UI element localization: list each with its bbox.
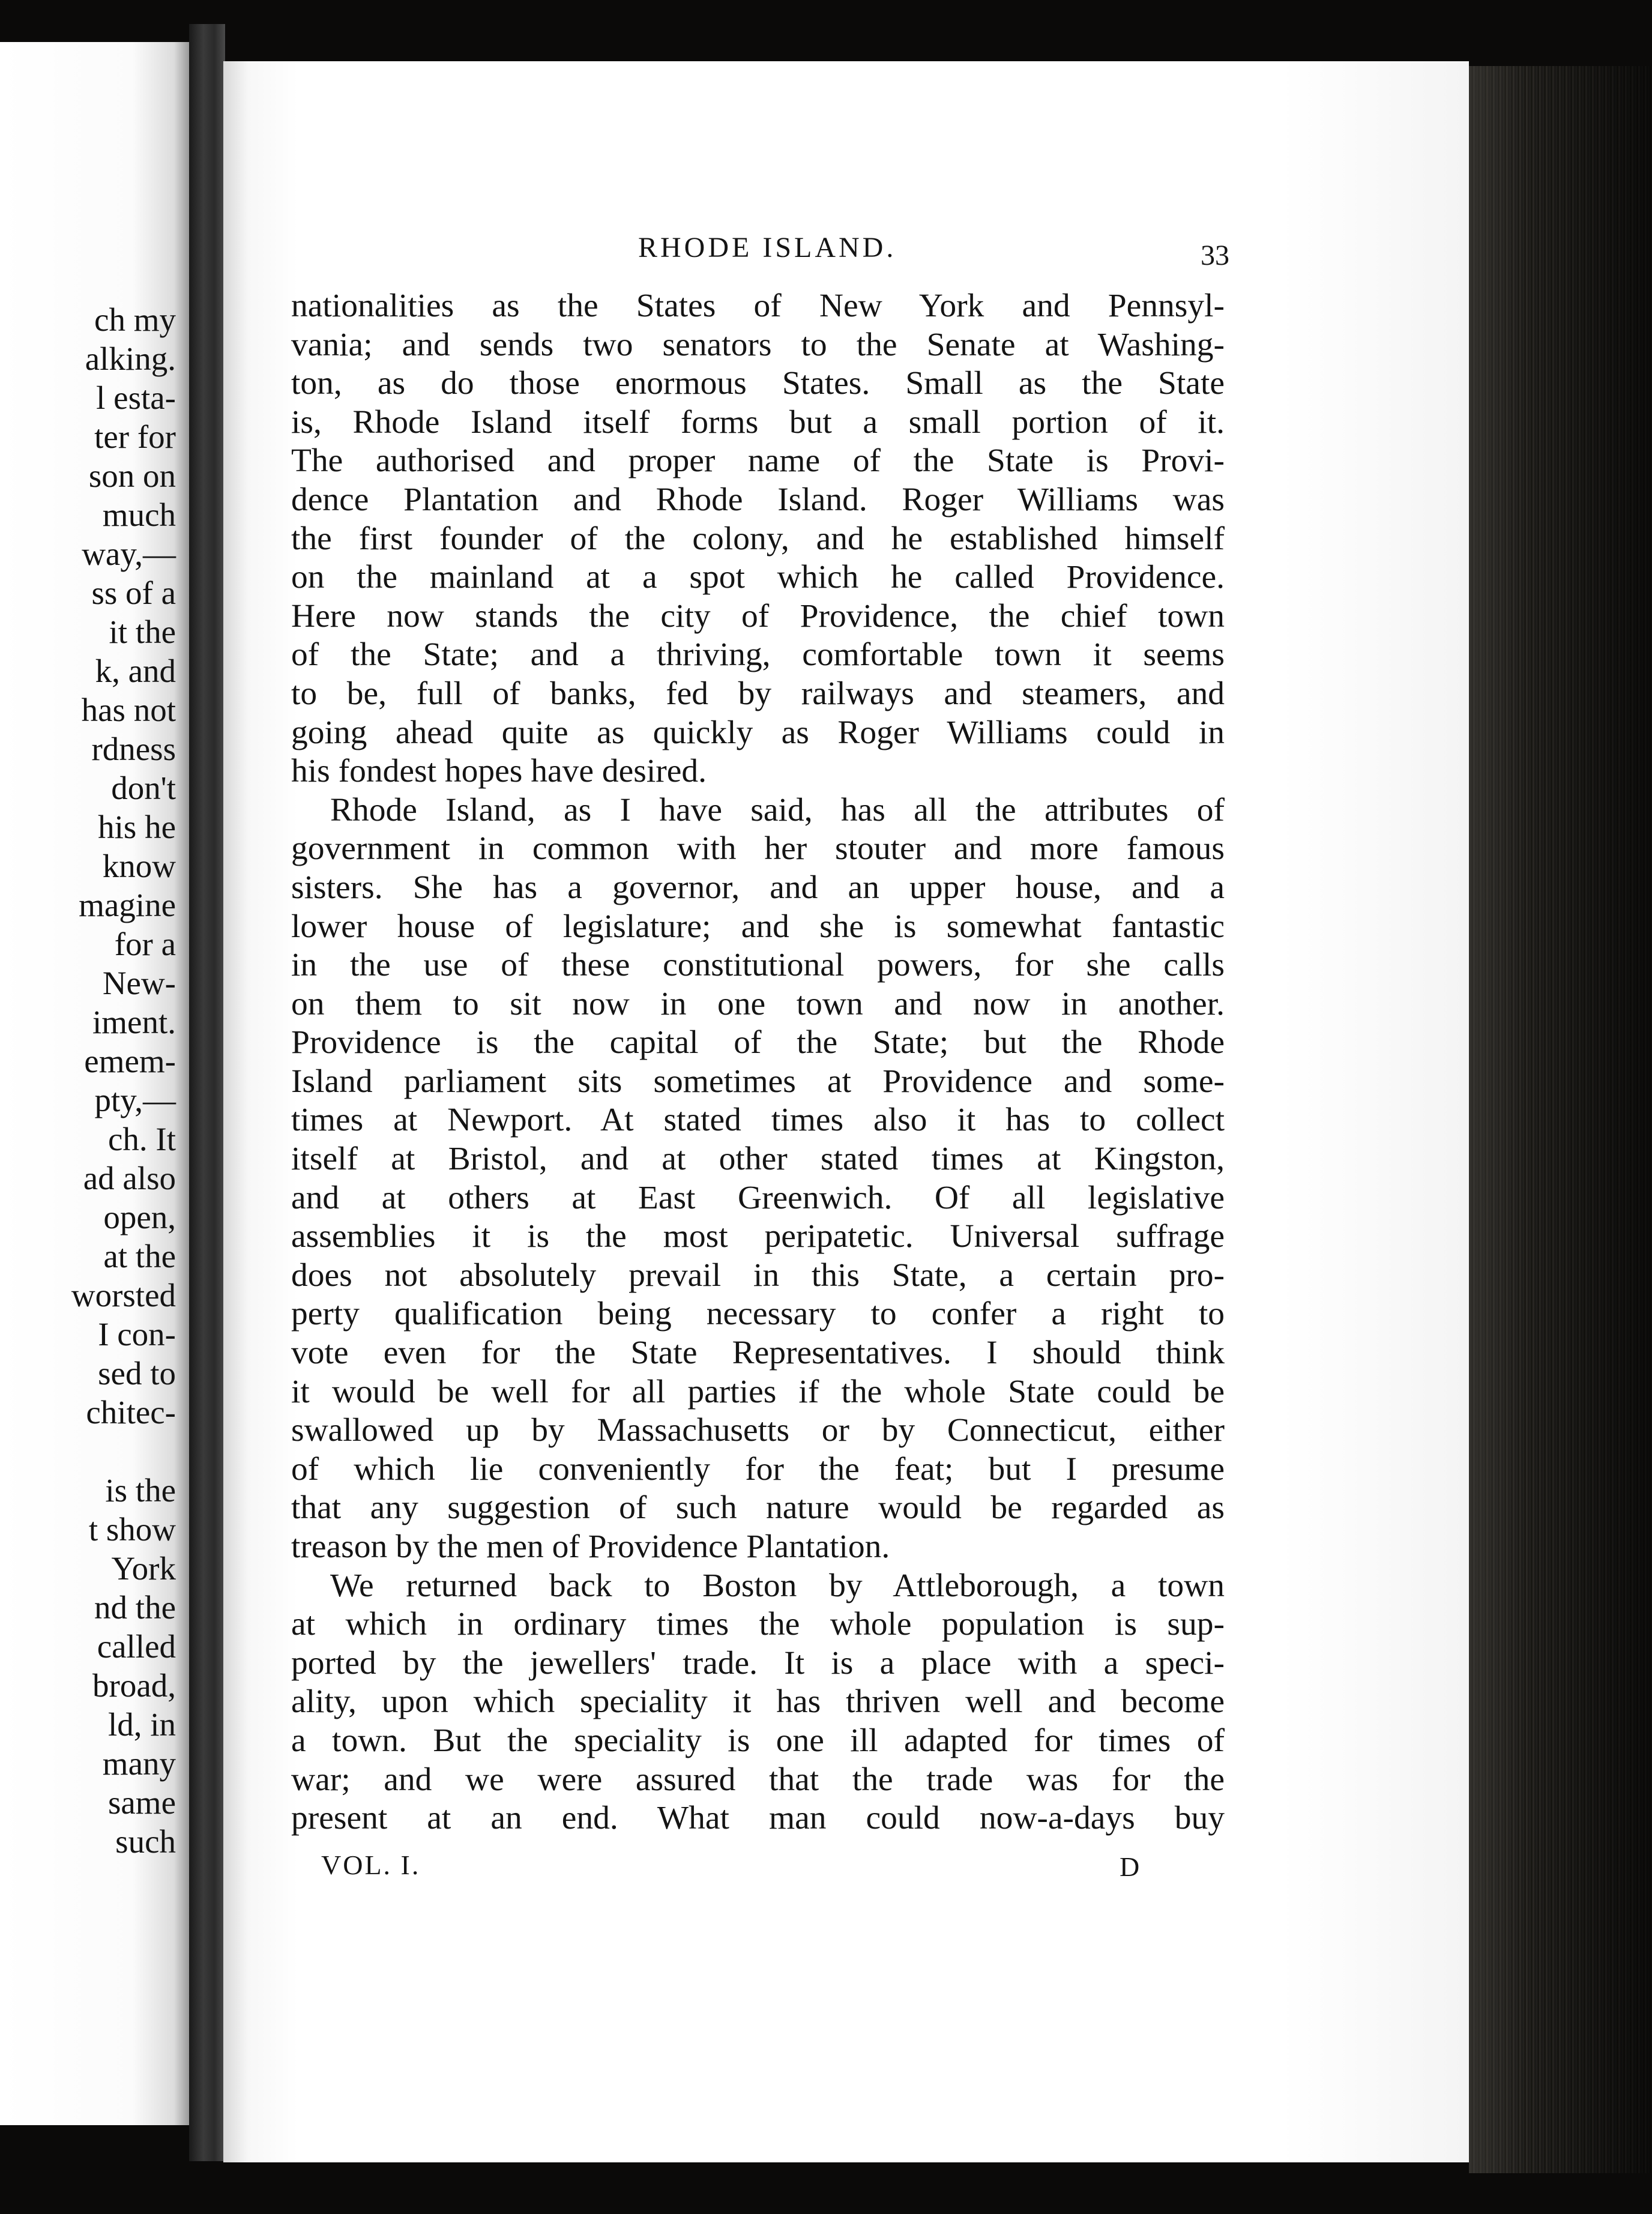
left-page-line: called (97, 1628, 176, 1665)
left-page-line: I con- (98, 1316, 176, 1353)
left-page-line: k, and (95, 653, 176, 689)
left-page-line: York (111, 1550, 176, 1587)
left-page-line: t show (88, 1511, 176, 1548)
text-line: treason by the men of Providence Plantation. (291, 1528, 890, 1565)
text-line: dence Plantation and Rhode Island. Roger Williams was (291, 481, 1225, 518)
text-line: vania; and sends two senators to the Senate at Washing- (291, 326, 1225, 363)
left-page-line: son on (88, 457, 176, 494)
text-line: ality, upon which speciality it has thriven well and become (291, 1683, 1225, 1721)
text-line: lower house of legislature; and she is somewhat fantastic (291, 908, 1225, 945)
text-line: does not absolutely prevail in this State, a certain pro- (291, 1256, 1225, 1294)
text-line: the first founder of the colony, and he established himself (291, 520, 1225, 557)
text-line: times at Newport. At stated times also it has to collect (291, 1102, 1225, 1139)
text-line: nationalities as the States of New York and Pennsyl- (291, 288, 1225, 324)
text-line: Rhode Island, as I have said, has all the attributes of (330, 791, 1225, 828)
left-page-line: ter for (94, 418, 176, 455)
volume-signature: VOL. I. (321, 1850, 421, 1880)
left-page-line: emem- (84, 1043, 176, 1079)
left-page-line: l esta- (96, 379, 176, 416)
text-line: swallowed up by Massachusetts or by Connecticut, either (291, 1412, 1225, 1449)
signature-letter: D (1120, 1851, 1140, 1882)
left-page-line: ad also (83, 1160, 176, 1196)
text-line: his fondest hopes have desired. (291, 753, 707, 790)
left-page-line: ss of a (91, 575, 176, 611)
running-head: RHODE ISLAND. (638, 232, 897, 264)
left-page-line: chitec- (86, 1394, 176, 1431)
text-line: and at others at East Greenwich. Of all legislative (291, 1179, 1225, 1216)
text-line: to be, full of banks, fed by railways and steamers, and (291, 675, 1225, 712)
text-line: We returned back to Boston by Attleborough, a town (330, 1567, 1225, 1604)
body-text (291, 287, 1225, 1838)
text-line: going ahead quite as quickly as Roger Williams could in (291, 714, 1225, 751)
text-line: Here now stands the city of Providence, the chief town (291, 597, 1225, 635)
left-page-line: same (107, 1784, 176, 1821)
left-page-line: much (102, 496, 176, 533)
text-line: is, Rhode Island itself forms but a small portion of it. (291, 403, 1225, 441)
text-line: on the mainland at a spot which he called Providence. (291, 559, 1225, 596)
text-line: a town. But the speciality is one ill adapted for times of (291, 1722, 1225, 1759)
text-line: Providence is the capital of the State; but the Rhode (291, 1024, 1225, 1061)
left-page-line: his he (98, 809, 176, 845)
left-page-line: many (102, 1745, 176, 1782)
left-page-line: ld, in (107, 1706, 176, 1743)
left-page (0, 42, 189, 2125)
left-page-line: has not (81, 692, 176, 728)
text-line: government in common with her stouter and more famous (291, 830, 1225, 867)
text-line: of the State; and a thriving, comfortable town it seems (291, 636, 1225, 674)
left-page-line: worsted (71, 1277, 176, 1314)
left-page-line: rdness (91, 731, 176, 767)
left-page-line: pty,— (94, 1082, 176, 1118)
left-page-line: for a (114, 926, 176, 962)
page-number: 33 (1201, 240, 1229, 271)
left-page-line: open, (103, 1199, 176, 1235)
left-page-line: don't (111, 770, 176, 806)
left-page-line: alking. (85, 340, 176, 377)
text-line: war; and we were assured that the trade was for the (291, 1761, 1225, 1798)
left-page-line: such (115, 1823, 176, 1860)
text-line: perty qualification being necessary to confer a right to (291, 1296, 1225, 1333)
book-gutter (189, 24, 225, 2161)
text-line: The authorised and proper name of the State is Provi- (291, 442, 1225, 480)
left-page-line: iment. (92, 1004, 176, 1040)
text-line: Island parliament sits sometimes at Providence and some- (291, 1063, 1225, 1100)
left-page-line: know (102, 848, 176, 884)
text-line: present at an end. What man could now-a-days buy (291, 1800, 1225, 1837)
left-page-line: ch my (94, 301, 176, 338)
text-line: it would be well for all parties if the whole State could be (291, 1373, 1225, 1410)
text-line: of which lie conveniently for the feat; but I presume (291, 1450, 1225, 1488)
text-line: in the use of these constitutional powers, for she calls (291, 947, 1225, 984)
text-line: ton, as do those enormous States. Small as the State (291, 365, 1225, 402)
text-line: itself at Bristol, and at other stated times at Kingston, (291, 1141, 1225, 1178)
text-line: sisters. She has a governor, and an upper house, and a (291, 869, 1225, 906)
text-line: ported by the jewellers' trade. It is a place with a speci- (291, 1644, 1225, 1682)
text-line: assemblies it is the most peripatetic. Universal suffrage (291, 1218, 1225, 1255)
left-page-line: is the (105, 1472, 176, 1509)
left-page-line: nd the (94, 1589, 176, 1626)
page-block-shade (1469, 66, 1652, 2173)
text-line: on them to sit now in one town and now in another. (291, 985, 1225, 1022)
text-line: that any suggestion of such nature would be regarded as (291, 1489, 1225, 1527)
left-page-line: at the (103, 1238, 176, 1274)
left-page-line: magine (79, 887, 176, 923)
left-page-line: sed to (98, 1355, 176, 1392)
left-page-line: broad, (92, 1667, 176, 1704)
text-line: at which in ordinary times the whole population is sup- (291, 1606, 1225, 1643)
left-page-line: way,— (82, 535, 176, 572)
left-page-line: ch. It (107, 1121, 176, 1157)
left-page-line: it the (109, 614, 176, 650)
text-line: vote even for the State Representatives. I should think (291, 1335, 1225, 1372)
left-page-line: New- (102, 965, 176, 1001)
